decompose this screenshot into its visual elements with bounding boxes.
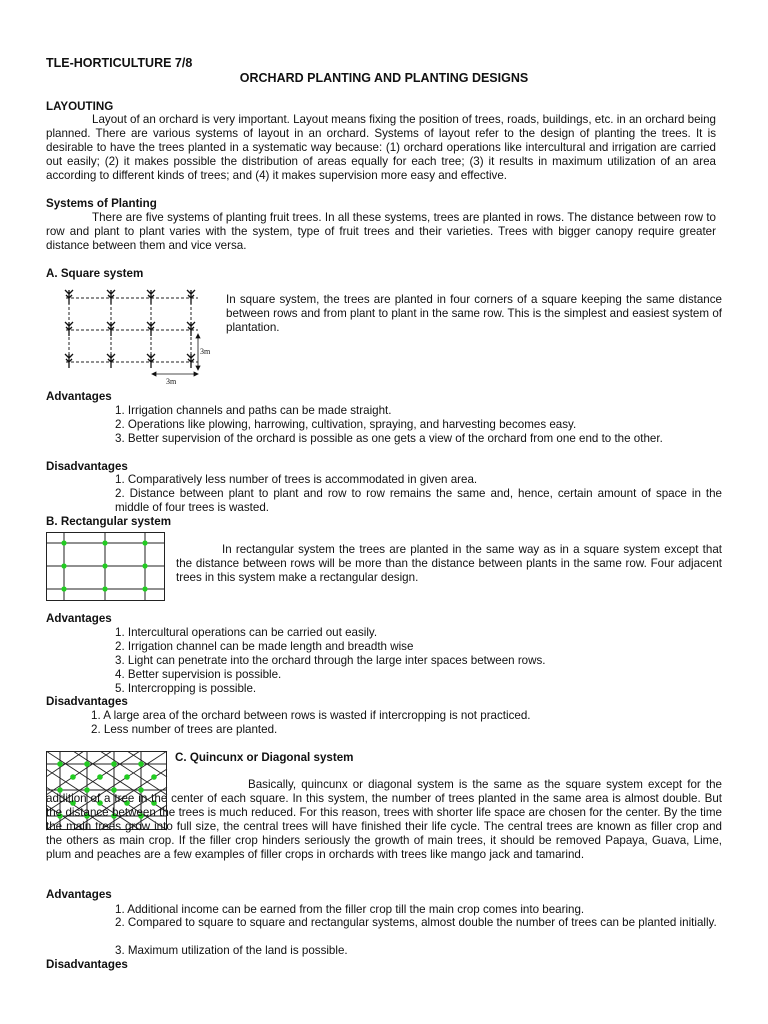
rectangular-heading: B. Rectangular system [46, 515, 172, 528]
tree-dot [142, 586, 147, 591]
list-item: 2. Operations like plowing, harrowing, cultivation, spraying, and harvesting becomes easy. [115, 418, 577, 431]
tree-icon [147, 322, 155, 336]
tree-dot [142, 563, 147, 568]
tree-dot [102, 540, 107, 545]
tree-icon [147, 290, 155, 304]
list-item: 1. Additional income can be earned from the filler crop till the main crop comes into bearing. [115, 903, 585, 916]
rectangular-system-diagram [46, 532, 166, 602]
tree-dot [84, 761, 90, 767]
rectangular-advantages-heading: Advantages [46, 612, 112, 625]
tree-dot [102, 586, 107, 591]
list-item: 3. Better supervision of the orchard is possible as one gets a view of the orchard from one end to the other. [115, 432, 663, 445]
square-system-diagram [52, 282, 222, 386]
list-item: 1. A large area of the orchard between rows is wasted if intercropping is not practiced. [91, 709, 531, 722]
list-item: 4. Better supervision is possible. [115, 668, 282, 681]
tree-icon [107, 322, 115, 336]
tree-icon [107, 290, 115, 304]
dim-horizontal-label: 3m [166, 377, 177, 386]
list-item: 2. Irrigation channel can be made length and breadth wise [115, 640, 414, 653]
tree-icon [65, 290, 73, 304]
tree-icon [65, 322, 73, 336]
quincunx-disadvantages-heading: Disadvantages [46, 958, 128, 971]
quincunx-description: Basically, quincunx or diagonal system is the same as the square system except for the addition of a tree in the center of each square. In this system, the number of trees planted in the same area is almost double. But the distance between the trees is much reduced. For this reason, trees with shorter life space are chosen for the center. By the time the main trees grow into full size, the central trees will have finished their life cycle. The central trees are known as filler crop and the others as main crop. If the filler crop hinders seriously the growth of main trees, it should be removed Papaya, Guava, Lime, plum and peaches are a few examples of filler crops in orchards with trees like mango jack and tamarind. [46, 778, 722, 861]
layouting-paragraph: Layout of an orchard is very important. Layout means fixing the position of trees, roads, buildings, etc. in an orchard being planned. There are various systems of layout in an orchard. Systems of layout refer to the design of planting the trees. It is desirable to have the trees planted in a systematic way because: (1) orchard operations like intercultural and irrigation are carried out easily; (2) it makes possible the distribution of areas equally for each tree; (3) it results in maximum utilization of an area according to different kinds of trees; and (4) it makes supervision more easy and effective. [46, 113, 716, 182]
list-item: 3. Light can penetrate into the orchard through the large inter spaces between rows. [115, 654, 546, 667]
list-item: 2. Less number of trees are planted. [91, 723, 278, 736]
rectangular-disadvantages-heading: Disadvantages [46, 695, 128, 708]
page-title: ORCHARD PLANTING AND PLANTING DESIGNS [239, 71, 529, 85]
tree-icon [147, 354, 155, 368]
systems-paragraph: There are five systems of planting fruit trees. In all these systems, trees are planted in rows. The distance between row to row and plant to plant varies with the system, type of fruit trees and their varieties. Trees with bigger canopy require greater distance between them and vice versa. [46, 211, 716, 252]
list-item: 2. Compared to square to square and rectangular systems, almost double the number of trees can be planted initially. [115, 916, 717, 929]
square-description: In square system, the trees are planted in four corners of a square keeping the same distance between rows and from plant to plant in the same row. This is the simplest and easiest system of plantation. [226, 293, 722, 334]
tree-dot [61, 586, 66, 591]
tree-dot [111, 761, 117, 767]
square-heading: A. Square system [46, 267, 144, 280]
quincunx-heading: C. Quincunx or Diagonal system [175, 751, 354, 764]
dim-vertical-label: 3m [200, 347, 211, 356]
list-item: 3. Maximum utilization of the land is possible. [115, 944, 348, 957]
tree-icon [187, 290, 195, 304]
list-item: 5. Intercropping is possible. [115, 682, 257, 695]
list-item: 1. Irrigation channels and paths can be made straight. [115, 404, 392, 417]
rectangular-description: In rectangular system the trees are planted in the same way as in a square system except that the distance between rows will be more than the distance between plants in the same row. Four adjacent trees in this system make a rectangular design. [176, 543, 722, 584]
tree-dot [102, 563, 107, 568]
tree-dot [142, 540, 147, 545]
quincunx-advantages-heading: Advantages [46, 888, 112, 901]
tree-dot [57, 761, 63, 767]
tree-icon [187, 354, 195, 368]
tree-icon [107, 354, 115, 368]
list-item: 1. Comparatively less number of trees is accommodated in given area. [115, 473, 478, 486]
square-disadvantages-heading: Disadvantages [46, 460, 128, 473]
tree-dot [61, 540, 66, 545]
tree-dot [138, 761, 144, 767]
square-advantages-heading: Advantages [46, 390, 112, 403]
tree-icon [65, 354, 73, 368]
systems-heading: Systems of Planting [46, 197, 157, 210]
layouting-heading: LAYOUTING [46, 100, 114, 113]
tree-icon [187, 322, 195, 336]
course-label: TLE-HORTICULTURE 7/8 [46, 56, 193, 70]
list-item: 2. Distance between plant to plant and row to row remains the same and, hence, certain amount of space in the middle of four trees is wasted. [115, 487, 722, 514]
tree-dot [61, 563, 66, 568]
list-item: 1. Intercultural operations can be carried out easily. [115, 626, 378, 639]
